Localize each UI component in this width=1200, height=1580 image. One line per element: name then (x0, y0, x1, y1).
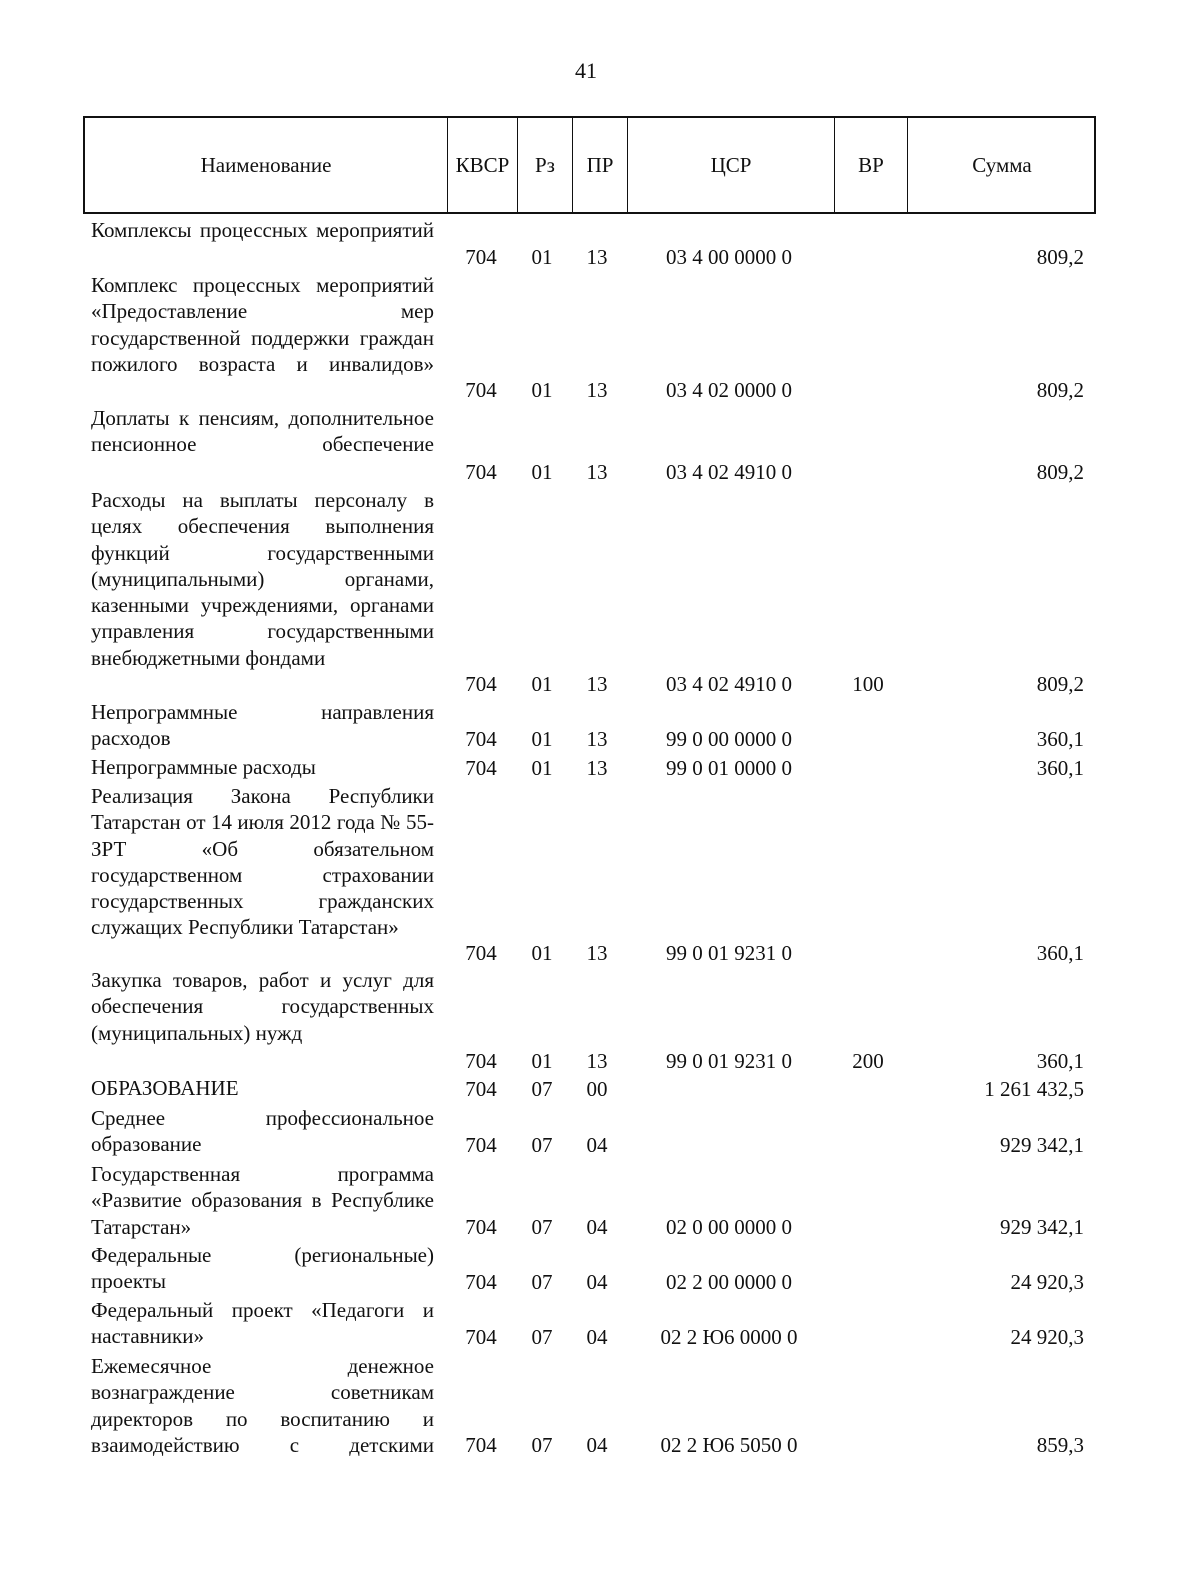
row-pr: 13 (586, 377, 608, 402)
table-row (0, 967, 1200, 1074)
row-pr: 04 (586, 1132, 608, 1157)
row-kvsr: 704 (465, 671, 497, 696)
row-pr: 13 (586, 1048, 608, 1073)
row-sum: 809,2 (1036, 244, 1084, 269)
row-csr: 02 2 00 0000 0 (666, 1269, 792, 1294)
row-pr: 04 (586, 1432, 608, 1457)
row-csr: 02 2 Ю6 5050 0 (660, 1432, 798, 1457)
row-sum: 809,2 (1036, 459, 1084, 484)
row-name: Реализация Закона Республики Татарстан от 14 июля 2012 года № 55-ЗРТ «Об обязательном государственном страховании государственных гражданских служащих Республики Татарстан» (91, 784, 434, 940)
row-kvsr: 704 (465, 459, 497, 484)
row-sum: 360,1 (1036, 755, 1084, 780)
row-sum: 360,1 (1036, 726, 1084, 751)
row-sum: 809,2 (1036, 671, 1084, 696)
row-pr: 04 (586, 1214, 608, 1239)
row-csr: 99 0 01 9231 0 (666, 940, 792, 965)
table-row (0, 1075, 1200, 1102)
table-row (0, 1353, 1200, 1458)
header-name: Наименование (200, 152, 332, 177)
row-rz: 01 (531, 377, 553, 402)
row-kvsr: 704 (465, 726, 497, 751)
row-name: Комплексы процессных мероприятий (91, 218, 434, 242)
header-rz: Рз (517, 118, 572, 212)
row-pr: 00 (586, 1076, 608, 1101)
row-name: ОБРАЗОВАНИЕ (91, 1076, 239, 1100)
row-rz: 01 (531, 940, 553, 965)
page-number: 41 (575, 58, 597, 83)
row-kvsr: 704 (465, 377, 497, 402)
row-sum: 24 920,3 (1010, 1269, 1084, 1294)
row-csr: 02 2 Ю6 0000 0 (660, 1324, 798, 1349)
row-rz: 01 (531, 726, 553, 751)
row-rz: 07 (531, 1214, 553, 1239)
row-sum: 929 342,1 (1000, 1132, 1084, 1157)
row-name: Федеральные (региональные) проекты (91, 1243, 434, 1294)
table-row (0, 754, 1200, 781)
row-sum: 809,2 (1036, 377, 1084, 402)
header-csr: ЦСР (627, 118, 834, 212)
row-kvsr: 704 (465, 1432, 497, 1457)
row-sum: 1 261 432,5 (984, 1076, 1084, 1101)
row-sum: 24 920,3 (1010, 1324, 1084, 1349)
row-name: Доплаты к пенсиям, дополнительное пенсионное обеспечение (91, 406, 434, 457)
row-csr: 99 0 01 0000 0 (666, 755, 792, 780)
row-name: Государственная программа «Развитие образования в Республике Татарстан» (91, 1162, 434, 1239)
row-rz: 07 (531, 1269, 553, 1294)
row-csr: 99 0 01 9231 0 (666, 1048, 792, 1073)
row-csr: 02 0 00 0000 0 (666, 1214, 792, 1239)
row-vr: 100 (852, 671, 884, 696)
row-kvsr: 704 (465, 940, 497, 965)
row-rz: 07 (531, 1432, 553, 1457)
table-row (0, 699, 1200, 752)
row-name: Федеральный проект «Педагоги и наставники» (91, 1298, 434, 1349)
header-pr: ПР (572, 118, 627, 212)
table-row (0, 783, 1200, 966)
row-rz: 01 (531, 459, 553, 484)
table-row (0, 1161, 1200, 1240)
row-kvsr: 704 (465, 1324, 497, 1349)
table-row (0, 1242, 1200, 1295)
table-row (0, 217, 1200, 270)
row-sum: 360,1 (1036, 1048, 1084, 1073)
row-csr: 03 4 00 0000 0 (666, 244, 792, 269)
row-pr: 13 (586, 940, 608, 965)
row-name: Комплекс процессных мероприятий «Предоставление мер государственной поддержки граждан пожилого возраста и инвалидов» (91, 273, 434, 376)
row-kvsr: 704 (465, 244, 497, 269)
table-row (0, 1105, 1200, 1158)
table-row (0, 272, 1200, 403)
row-sum: 929 342,1 (1000, 1214, 1084, 1239)
row-pr: 13 (586, 755, 608, 780)
row-sum: 859,3 (1036, 1432, 1084, 1457)
row-pr: 13 (586, 459, 608, 484)
row-rz: 01 (531, 755, 553, 780)
row-pr: 04 (586, 1269, 608, 1294)
row-name: Закупка товаров, работ и услуг для обеспечения государственных (муниципальных) нужд (91, 968, 434, 1045)
row-csr: 03 4 02 0000 0 (666, 377, 792, 402)
row-rz: 01 (531, 671, 553, 696)
row-kvsr: 704 (465, 1214, 497, 1239)
header-sum: Сумма (907, 118, 1096, 212)
table-row (0, 405, 1200, 485)
row-kvsr: 704 (465, 755, 497, 780)
row-rz: 07 (531, 1076, 553, 1101)
row-pr: 13 (586, 671, 608, 696)
row-name: Непрограммные расходы (91, 755, 316, 779)
row-rz: 07 (531, 1324, 553, 1349)
row-name: Среднее профессиональное образование (91, 1106, 434, 1157)
table-row (0, 487, 1200, 697)
row-kvsr: 704 (465, 1076, 497, 1101)
row-csr: 03 4 02 4910 0 (666, 459, 792, 484)
header-kvsr: КВСР (447, 118, 517, 212)
row-sum: 360,1 (1036, 940, 1084, 965)
row-csr: 03 4 02 4910 0 (666, 671, 792, 696)
row-rz: 01 (531, 1048, 553, 1073)
row-pr: 13 (586, 244, 608, 269)
row-csr: 99 0 00 0000 0 (666, 726, 792, 751)
row-pr: 13 (586, 726, 608, 751)
row-rz: 07 (531, 1132, 553, 1157)
row-pr: 04 (586, 1324, 608, 1349)
row-kvsr: 704 (465, 1132, 497, 1157)
header-vr: ВР (834, 118, 907, 212)
row-vr: 200 (852, 1048, 884, 1073)
row-name: Расходы на выплаты персоналу в целях обеспечения выполнения функций государственными (муниципальными) органами, казенными учреждениями, органами управления государственными внебюджетными фондами (91, 488, 434, 670)
table-row (0, 1297, 1200, 1350)
row-name: Непрограммные направления расходов (91, 700, 434, 751)
table-header (83, 116, 1096, 214)
row-kvsr: 704 (465, 1269, 497, 1294)
row-rz: 01 (531, 244, 553, 269)
row-name: Ежемесячное денежное вознаграждение советникам директоров по воспитанию и взаимодействию с детскими (91, 1354, 434, 1457)
row-kvsr: 704 (465, 1048, 497, 1073)
